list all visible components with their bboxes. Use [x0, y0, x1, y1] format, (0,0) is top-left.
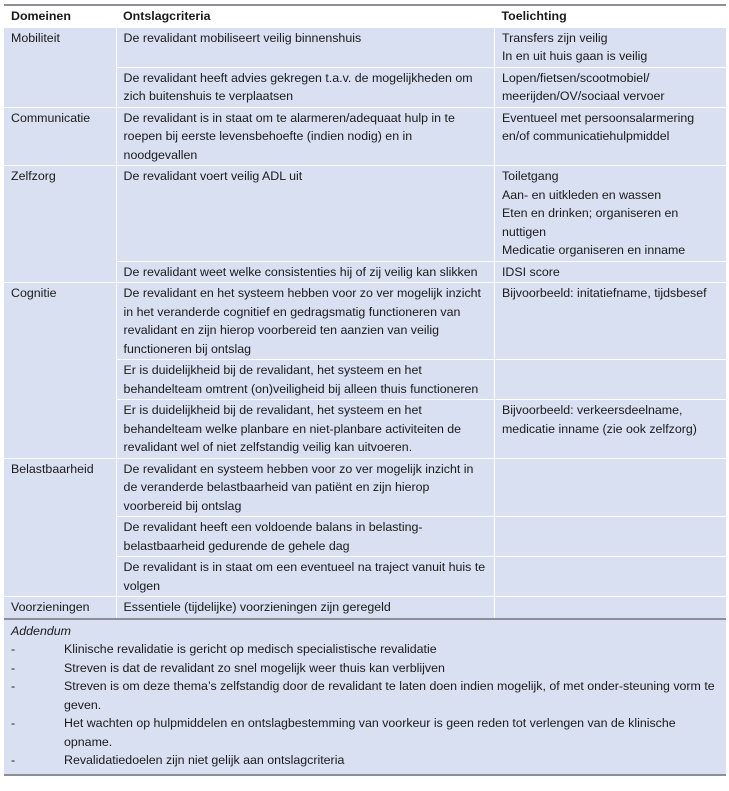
addendum-title: Addendum: [11, 623, 71, 638]
header-notes: Toelichting: [494, 6, 726, 27]
domain-cell: Voorzieningen: [4, 597, 116, 619]
criteria-cell: De revalidant is in staat om te alarmeren/adequaat hulp in te roepen bij eerste levensbehoefte (indien nodig) en in noodgevallen: [116, 107, 494, 166]
note-line: Medicatie organiseren en inname: [501, 243, 686, 257]
notes-cell: [494, 166, 726, 262]
header-criteria: Ontslagcriteria: [116, 6, 494, 27]
dash-bullet-icon: -: [11, 642, 16, 656]
addendum-item-text: Revalidatiedoelen zijn niet gelijk aan ontslagcriteria: [64, 753, 345, 767]
notes-cell: [494, 360, 726, 400]
criteria-cell: Er is duidelijkheid bij de revalidant, het systeem en het behandelteam omtrent (on)veiligheid bij alleen thuis functioneren: [116, 360, 494, 400]
domain-cell: Belastbaarheid: [4, 458, 116, 597]
note-line: Aan- en uitkleden en wassen: [501, 187, 662, 202]
addendum-item-text: Streven is dat de revalidant zo snel mogelijk weer thuis kan verblijven: [64, 660, 445, 675]
note-line: Transfers zijn veilig: [501, 30, 608, 45]
notes-cell: IDSI score: [494, 261, 726, 283]
addendum-item: [11, 714, 719, 751]
header-domains: Domeinen: [4, 6, 116, 27]
notes-cell: Bijvoorbeeld: initatiefname, tijdsbesef: [494, 283, 726, 360]
addendum-item: [11, 677, 719, 714]
criteria-cell: De revalidant mobiliseert veilig binnenshuis: [116, 27, 494, 67]
notes-cell: Lopen/fietsen/scootmobiel/ meerijden/OV/sociaal vervoer: [494, 67, 726, 107]
notes-cell: [494, 597, 726, 619]
notes-cell: [494, 517, 726, 557]
table-row: [4, 283, 726, 360]
table-row: [4, 27, 726, 67]
header-row: [4, 6, 726, 27]
table-row: [4, 458, 726, 517]
addendum-item-text: Het wachten op hulpmiddelen en ontslagbestemming van voorkeur is geen reden tot verlengen van de klinische opname.: [64, 716, 676, 749]
addendum-item: [11, 659, 719, 678]
notes-cell: Eventueel met persoonsalarmering en/of communicatiehulpmiddel: [494, 107, 726, 166]
addendum-item: [11, 751, 719, 770]
domain-cell: Cognitie: [4, 283, 116, 459]
dash-bullet-icon: -: [11, 753, 16, 767]
criteria-cell: De revalidant voert veilig ADL uit: [116, 166, 494, 262]
note-line: Toiletgang: [501, 169, 559, 183]
notes-cell: Bijvoorbeeld: verkeersdeelname, medicatie inname (zie ook zelfzorg): [494, 400, 726, 459]
addendum-section: [4, 620, 726, 776]
criteria-cell: De revalidant is in staat om een eventueel na traject vanuit huis te volgen: [116, 557, 494, 597]
criteria-cell: De revalidant heeft een voldoende balans in belasting-belastbaarheid gedurende de gehele dag: [116, 517, 494, 557]
dash-bullet-icon: -: [11, 679, 16, 693]
criteria-cell: De revalidant heeft advies gekregen t.a.v. de mogelijkheden om zich buitenshuis te verplaatsen: [116, 67, 494, 107]
table-row: [4, 166, 726, 262]
notes-cell: [494, 27, 726, 67]
criteria-table: [4, 6, 726, 620]
dash-bullet-icon: -: [11, 660, 16, 675]
domain-cell: Zelfzorg: [4, 166, 116, 283]
criteria-cell: De revalidant en het systeem hebben voor zo ver mogelijk inzicht in het veranderde cognitief en gedragsmatig functioneren van revalidant en zijn hierop voorbereid ten aanzien van veilig functioneren bij ontslag: [116, 283, 494, 360]
addendum-item-text: Streven is om deze thema’s zelfstandig door de revalidant te laten doen indien mogelijk, of met onder-steuning vorm te geven.: [64, 679, 715, 712]
notes-cell: [494, 557, 726, 597]
criteria-cell: Er is duidelijkheid bij de revalidant, het systeem en het behandelteam welke planbare en niet-planbare activiteiten de revalidant wel of niet zelfstandig veilig kan uitvoeren.: [116, 400, 494, 459]
note-line: In en uit huis gaan is veilig: [501, 49, 648, 63]
criteria-cell: De revalidant en systeem hebben voor zo ver mogelijk inzicht in de veranderde belastbaarheid van patiënt en zijn hierop voorbereid bij ontslag: [116, 458, 494, 517]
domain-cell: Mobiliteit: [4, 27, 116, 107]
table-row: [4, 597, 726, 619]
criteria-cell: De revalidant weet welke consistenties hij of zij veilig kan slikken: [116, 261, 494, 283]
discharge-criteria-document: [4, 4, 726, 776]
dash-bullet-icon: -: [11, 716, 16, 730]
domain-cell: Communicatie: [4, 107, 116, 166]
addendum-item: [11, 640, 719, 659]
criteria-cell: Essentiele (tijdelijke) voorzieningen zijn geregeld: [116, 597, 494, 619]
table-row: [4, 107, 726, 166]
note-line: Eten en drinken; organiseren en nuttigen: [501, 206, 679, 239]
notes-cell: [494, 458, 726, 517]
addendum-item-text: Klinische revalidatie is gericht op medisch specialistische revalidatie: [64, 642, 437, 656]
